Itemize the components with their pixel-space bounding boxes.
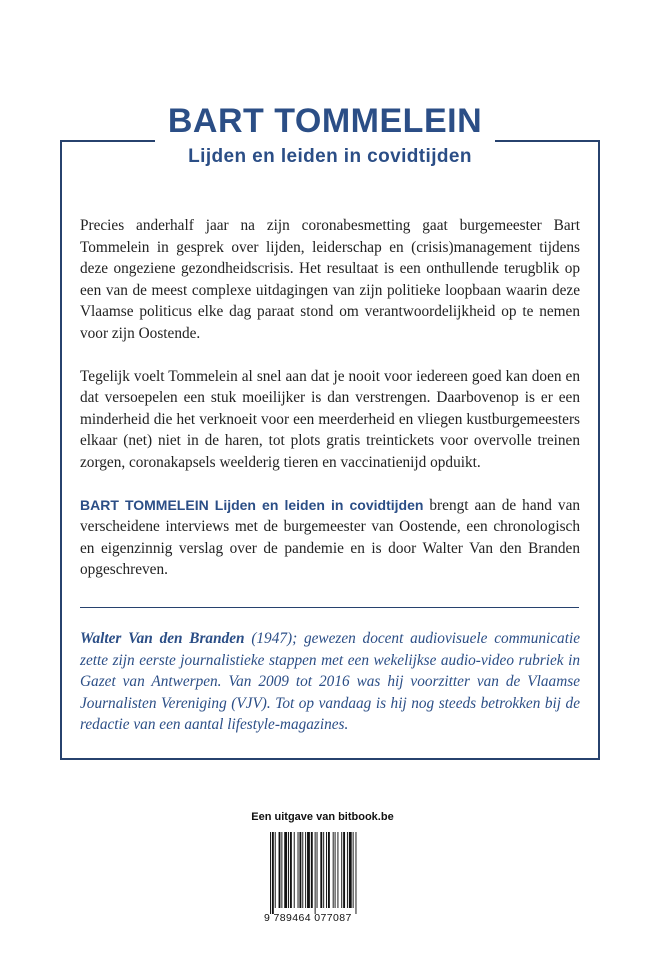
barcode-bar [326,832,327,908]
book-title: BART TOMMELEIN [167,102,483,140]
barcode-bar [323,832,324,908]
barcode-bar [311,832,313,908]
barcode-bar [353,832,354,908]
barcode-bar [281,832,282,908]
barcode-bar [279,832,281,908]
author-bio-text: (1947); gewezen docent audiovisuele communicatie zette zijn eerste journalistieke stappen met een wekelijkse audio-video rubriek in Gazet van Antwerpen. Van 2009 tot 2016 was hij voorzitter van de Vlaamse Journalisten Vereniging (VJV). Tot op vandaag is hij nog steeds betrokken bij de redactie van een aantal lifestyle-magazines. [80,630,580,733]
barcode-bar [299,832,301,908]
barcode-bar [288,832,289,908]
barcode-bar [275,832,276,908]
barcode-bar [307,832,310,908]
barcode-bar [317,832,318,908]
blurb-paragraph-3-text: brengt aan de hand van verscheidene interviews met de burgemeester van Oostende, een chronologisch en eigenzinnig verslag over de pandemie en is door Walter Van den Branden opgeschreven. [80,496,581,578]
highlighted-title: BART TOMMELEIN Lijden en leiden in covidtijden [80,496,424,513]
blurb-paragraph-3 [80,495,580,581]
barcode-bar [347,832,348,908]
blurb [80,215,580,602]
barcode-bar [270,832,271,914]
barcode-bar [320,832,322,908]
barcode-bar [305,832,306,908]
barcode-bar [349,832,352,908]
barcode-bar [315,832,316,914]
barcode [264,832,394,927]
blurb-paragraph-2: Tegelijk voelt Tommelein al snel aan dat je nooit voor iedereen goed kan doen en dat versoepelen een stuk moeilijker is dan verstrengen. Daarbovenop is er een minderheid die het verknoeit voor een meerderheid en vliegen kustburgemeesters elkaar (net) niet in de haren, tot plots gratis treintickets voor overvolle treinen zorgen, coronakapsels weelderig tieren en vaccinatienijd opduikt. [80,367,580,471]
barcode-bar [343,832,345,908]
isbn-number: 9 789464 077087 [264,912,352,924]
author-name: Walter Van den Branden [80,630,245,647]
barcode-bar [302,832,303,908]
barcode-bar [356,832,357,914]
author-bio [80,628,580,736]
barcode-bar [341,832,342,908]
book-subtitle: Lijden en leiden in covidtijden [188,146,472,167]
barcode-bar [328,832,330,908]
publisher-line: Een uitgave van bitbook.be [251,811,394,823]
barcode-bars [264,832,394,914]
barcode-bar [294,832,295,908]
barcode-bar [272,832,274,914]
divider [80,607,579,608]
barcode-bar [333,832,334,908]
barcode-bar [290,832,292,908]
blurb-paragraph-1: Precies anderhalf jaar na zijn coronabesmetting gaat burgemeester Bart Tommelein in gesprek over lijden, leiderschap en (crisis)management tijdens deze ongeziene gezondheidscrisis. Het resultaat is een onthullende terugblik op een van de meest complexe uitdagingen van zijn politieke loopbaan waarin deze Vlaamse politicus elke dag paraat stond om verantwoordelijkheid op te nemen voor zijn Oostende. [80,217,580,342]
barcode-bar [298,832,299,908]
barcode-bar [284,832,287,908]
title-block [155,98,495,146]
barcode-bar [337,832,338,908]
barcode-bar [335,832,336,908]
